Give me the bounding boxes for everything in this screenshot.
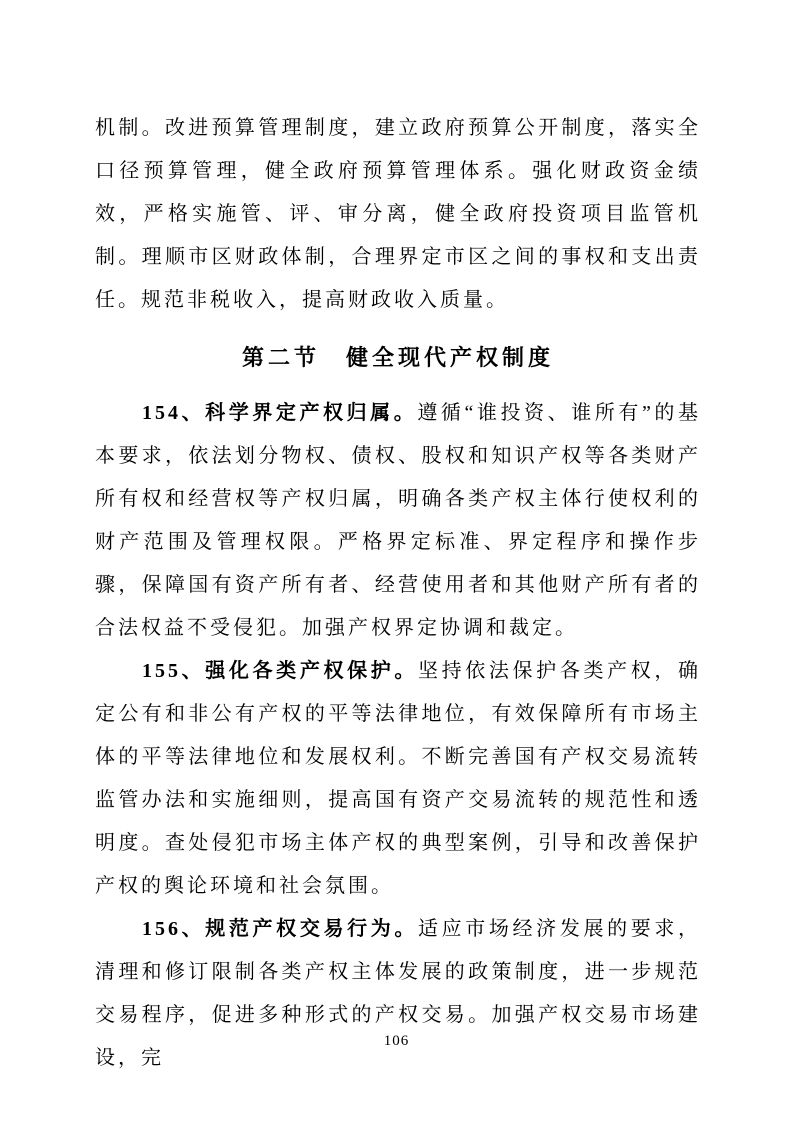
paragraph-continuation: 机制。改进预算管理制度，建立政府预算公开制度，落实全口径预算管理，健全政府预算管理体系。强化财政资金绩效，严格实施管、评、审分离，健全政府投资项目监管机制。理顺市区财政体制，合理界定市区之间的事权和支出责任。规范非税收入，提高财政收入质量。: [95, 117, 701, 311]
paragraph-item-155-lead: 155、强化各类产权保护。: [142, 660, 418, 682]
section-heading: 第二节 健全现代产权制度: [241, 345, 554, 370]
paragraph-item-156: [95, 908, 701, 1080]
paragraph-item-156-lead: 156、规范产权交易行为。: [142, 918, 418, 940]
paragraph-item-154-body: 遵循“谁投资、谁所有”的基本要求，依法划分物权、债权、股权和知识产权等各类财产所有权和经营权等产权归属，明确各类产权主体行使权利的财产范围及管理权限。严格界定标准、界定程序和操作步骤，保障国有资产所有者、经营使用者和其他财产所有者的合法权益不受侵犯。加强产权界定协调和裁定。: [95, 402, 702, 639]
paragraph-item-155: [95, 650, 701, 908]
paragraph-item-155-body: 坚持依法保护各类产权，确定公有和非公有产权的平等法律地位，有效保障所有市场主体的平等法律地位和发展权利。不断完善国有产权交易流转监管办法和实施细则，提高国有资产交易流转的规范性和透明度。查处侵犯市场主体产权的典型案例，引导和改善保护产权的舆论环境和社会氛围。: [95, 660, 701, 897]
page-number: 106: [383, 1033, 410, 1049]
paragraph-item-154: [95, 392, 701, 650]
paragraph-item-156-body: 适应市场经济发展的要求，清理和修订限制各类产权主体发展的政策制度，进一步规范交易程序，促进多种形式的产权交易。加强产权交易市场建设，完: [95, 918, 701, 1069]
paragraph-item-154-lead: 154、科学界定产权归属。: [142, 402, 418, 424]
